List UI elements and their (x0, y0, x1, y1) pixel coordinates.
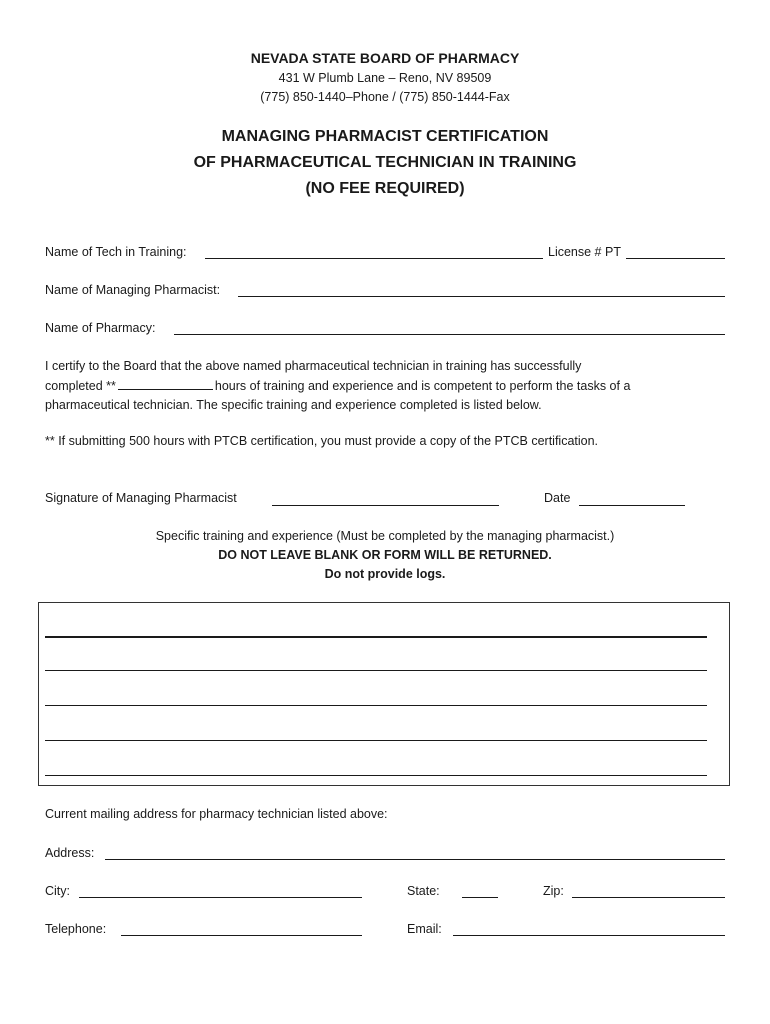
training-warning: DO NOT LEAVE BLANK OR FORM WILL BE RETURNED. (218, 548, 552, 562)
email-field[interactable] (453, 935, 725, 936)
mailing-heading: Current mailing address for pharmacy technician listed above: (45, 807, 388, 821)
address-label: Address: (45, 846, 95, 860)
date-field[interactable] (579, 505, 685, 506)
training-line[interactable] (45, 775, 707, 776)
state-label: State: (407, 884, 440, 898)
training-no-logs: Do not provide logs. (324, 567, 446, 581)
certify-line-2-end: hours of training and experience and is competent to perform the tasks of a (214, 378, 631, 393)
training-line[interactable] (45, 636, 707, 638)
certify-line-2 (45, 377, 725, 397)
certify-line-2-start: completed ** (45, 378, 116, 393)
zip-label: Zip: (543, 884, 564, 898)
training-line[interactable] (45, 740, 707, 741)
license-field[interactable] (626, 258, 725, 259)
form-title-line1: MANAGING PHARMACIST CERTIFICATION (221, 128, 549, 145)
signature-label: Signature of Managing Pharmacist (45, 491, 237, 505)
zip-field[interactable] (572, 897, 725, 898)
signature-field[interactable] (272, 505, 499, 506)
ptcb-note: ** If submitting 500 hours with PTCB certification, you must provide a copy of the PTCB certification. (45, 434, 599, 448)
date-label: Date (544, 491, 571, 505)
state-field[interactable] (462, 897, 498, 898)
training-instruction: Specific training and experience (Must be completed by the managing pharmacist.) (155, 529, 615, 543)
form-title-line3: (NO FEE REQUIRED) (305, 180, 465, 197)
certify-line-3: pharmaceutical technician. The specific training and experience completed is listed below. (45, 398, 542, 412)
form-title-line2: OF PHARMACEUTICAL TECHNICIAN IN TRAINING (193, 154, 577, 171)
hours-field[interactable] (118, 377, 213, 390)
pharmacy-name-label: Name of Pharmacy: (45, 321, 156, 335)
board-address: 431 W Plumb Lane – Reno, NV 89509 (278, 71, 492, 85)
city-label: City: (45, 884, 70, 898)
board-name: NEVADA STATE BOARD OF PHARMACY (250, 50, 520, 66)
email-label: Email: (407, 922, 442, 936)
training-line[interactable] (45, 670, 707, 671)
managing-pharmacist-field[interactable] (238, 296, 725, 297)
training-line[interactable] (45, 705, 707, 706)
board-phone-fax: (775) 850-1440–Phone / (775) 850-1444-Fax (260, 90, 510, 104)
tech-name-label: Name of Tech in Training: (45, 245, 187, 259)
address-field[interactable] (105, 859, 725, 860)
license-label: License # PT (548, 245, 621, 259)
telephone-label: Telephone: (45, 922, 107, 936)
certify-line-1: I certify to the Board that the above named pharmaceutical technician in training has successfully (45, 359, 582, 373)
certification-statement (45, 357, 725, 416)
city-field[interactable] (79, 897, 362, 898)
tech-name-field[interactable] (205, 258, 543, 259)
telephone-field[interactable] (121, 935, 362, 936)
training-experience-box[interactable] (38, 602, 730, 786)
pharmacy-name-field[interactable] (174, 334, 725, 335)
managing-pharmacist-label: Name of Managing Pharmacist: (45, 283, 221, 297)
